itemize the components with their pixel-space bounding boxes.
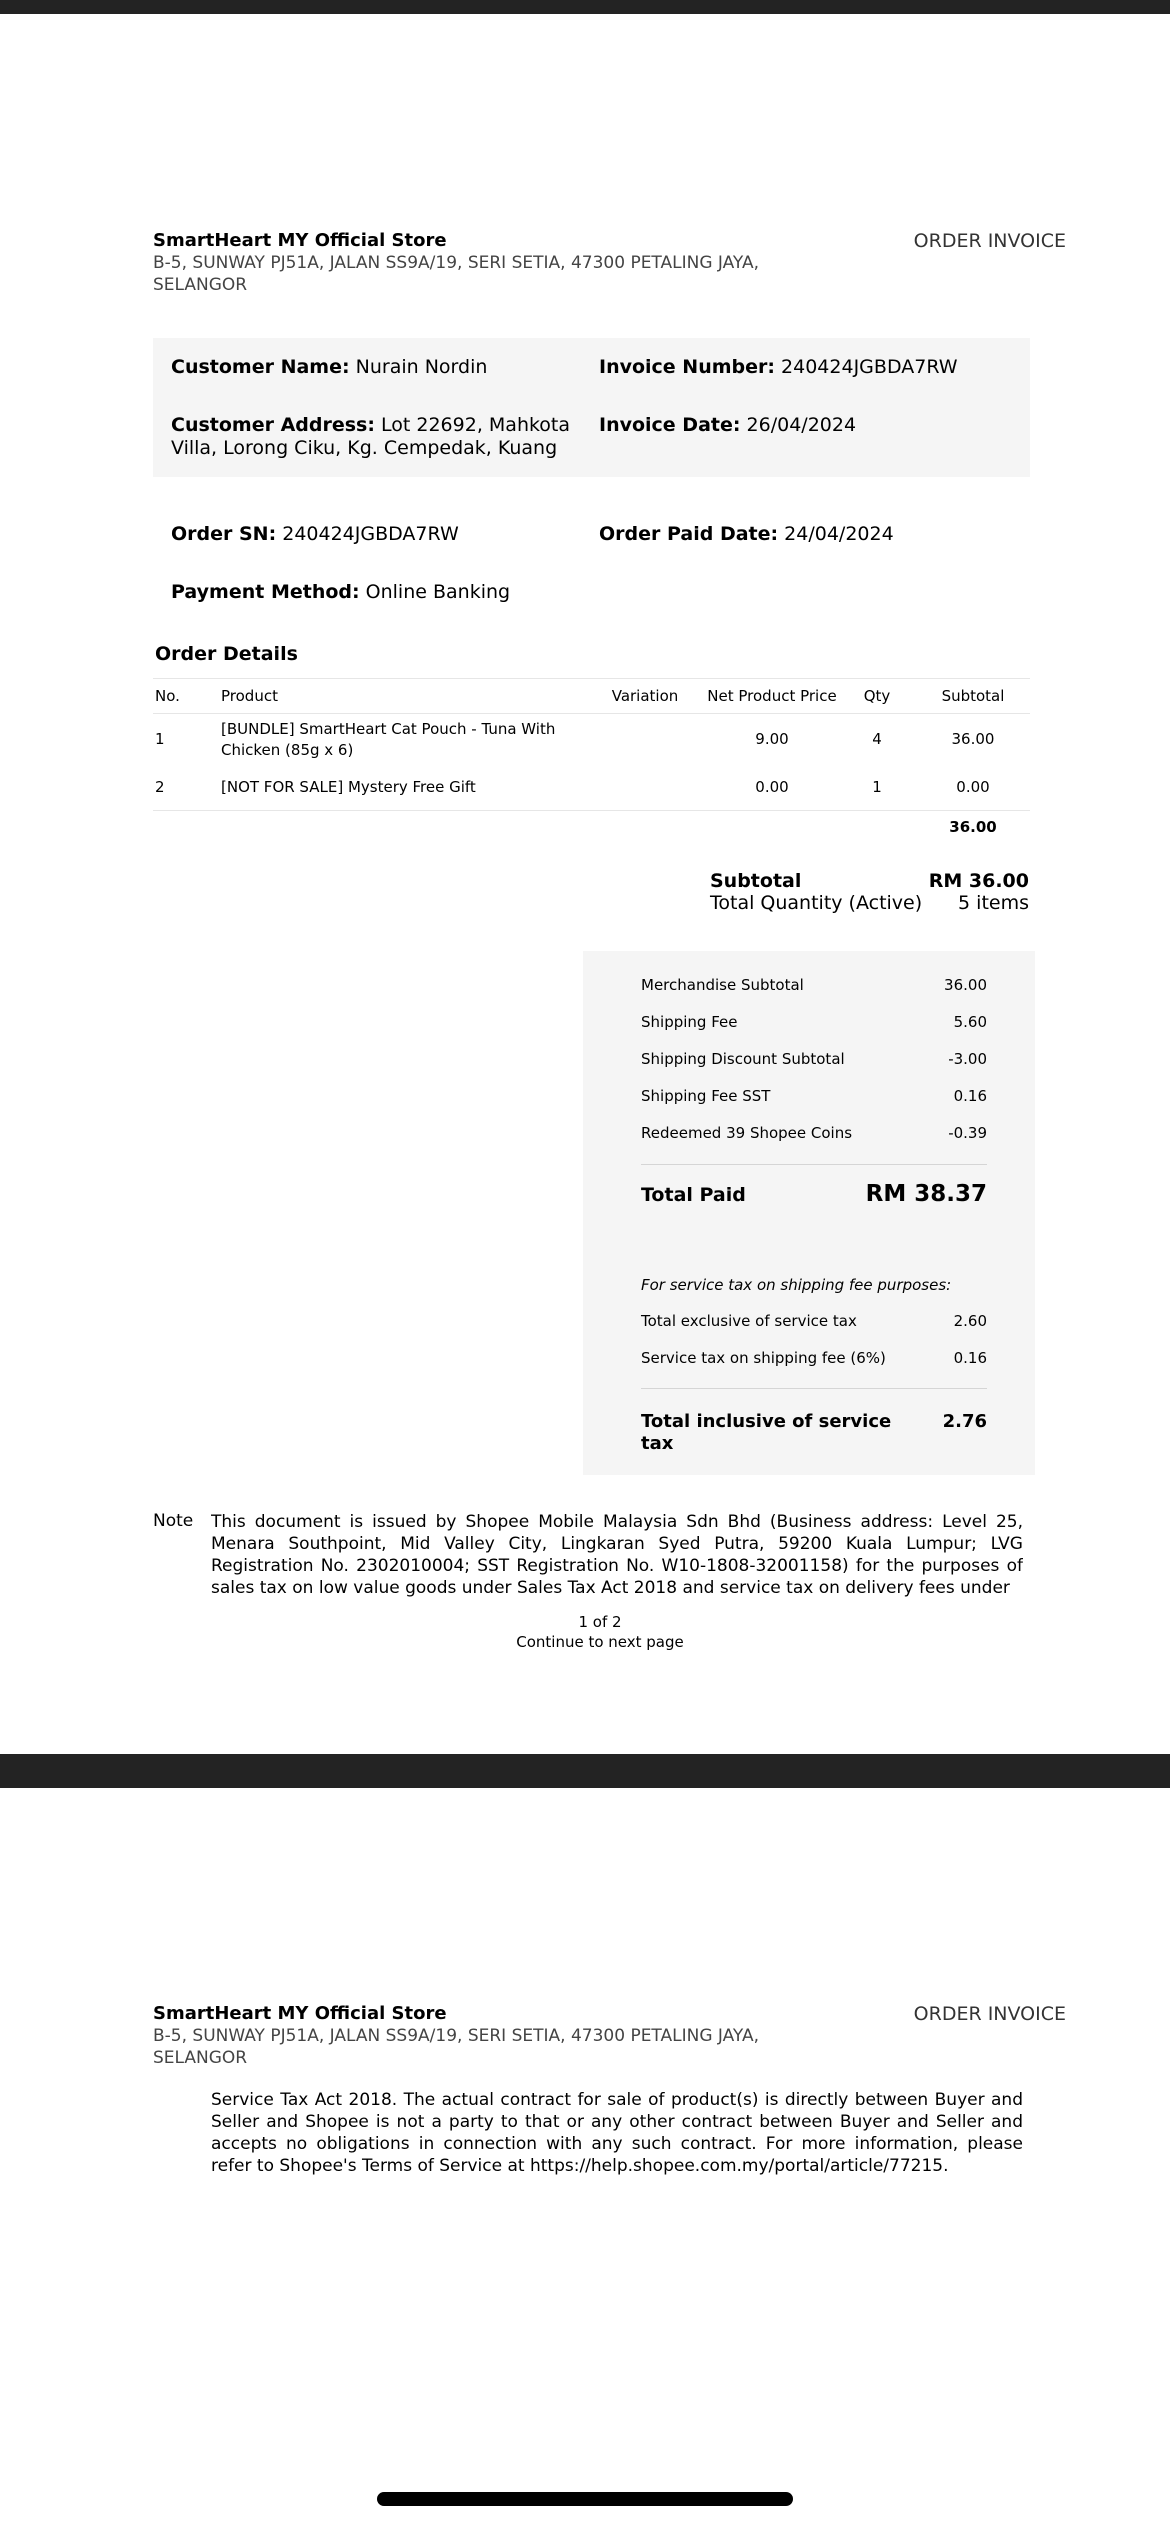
payment-method-field [171, 581, 510, 604]
top-status-bar [0, 0, 1170, 14]
row-1-subtotal: 36.00 [951, 730, 995, 748]
total-inclusive-label: Total inclusive of service tax [641, 1411, 892, 1454]
row-2-product: [NOT FOR SALE] Mystery Free Gift [221, 778, 476, 796]
merchandise-subtotal-label: Merchandise Subtotal [641, 976, 804, 994]
table-divider [153, 678, 1030, 679]
shipping-sst-label: Shipping Fee SST [641, 1087, 771, 1105]
order-paid-date-field [599, 523, 894, 546]
col-header-qty: Qty [863, 687, 891, 705]
payment-divider [641, 1388, 987, 1389]
customer-address-value: Lot 22692, Mahkota Villa, Lorong Ciku, Kg. Cempedak, Kuang [171, 414, 571, 459]
payment-method-value: Online Banking [365, 581, 511, 603]
note-text-page-1: This document is issued by Shopee Mobile Malaysia Sdn Bhd (Business address: Level 25, Menara Southpoint, Mid Valley City, Lingkaran Syed Putra, 59200 Kuala Lumpur; LVG Registration No. 2302010004; SST Registration No. W10-1808-32001158) for the purposes of sales tax on low value goods under Sales Tax Act 2018 and service tax on delivery fees under [211, 1512, 1023, 1598]
store-address-page-2: B-5, SUNWAY PJ51A, JALAN SS9A/19, SERI SETIA, 47300 PETALING JAYA, SELANGOR [153, 2026, 760, 2068]
invoice-number-field [599, 356, 1019, 379]
customer-name-value: Nurain Nordin [355, 356, 488, 378]
table-divider [153, 810, 1030, 811]
note-label: Note [153, 1511, 194, 1531]
row-2-no: 2 [155, 778, 165, 796]
total-paid-value: RM 38.37 [865, 1181, 987, 1207]
col-header-variation: Variation [611, 687, 679, 705]
subtotal-label: Subtotal [710, 870, 802, 892]
shipping-sst-value: 0.16 [953, 1087, 987, 1105]
payment-method-label: Payment Method: [171, 581, 360, 603]
store-name-page-2: SmartHeart MY Official Store [153, 2003, 447, 2024]
store-name: SmartHeart MY Official Store [153, 230, 447, 251]
table-divider [153, 713, 1030, 714]
customer-address-label: Customer Address: [171, 414, 375, 436]
service-tax-note: For service tax on shipping fee purposes: [641, 1276, 952, 1294]
service-tax-value: 0.16 [953, 1349, 987, 1367]
row-1-qty: 4 [872, 730, 882, 748]
total-quantity-label: Total Quantity (Active) [710, 892, 923, 914]
shipping-fee-value: 5.60 [953, 1013, 987, 1031]
row-2-price: 0.00 [755, 778, 789, 796]
table-total: 36.00 [949, 818, 997, 836]
service-tax-label: Service tax on shipping fee (6%) [641, 1349, 886, 1367]
order-details-title: Order Details [155, 643, 298, 665]
shopee-coins-value: -0.39 [948, 1124, 987, 1142]
row-2-subtotal: 0.00 [956, 778, 990, 796]
col-header-price: Net Product Price [707, 687, 837, 705]
shopee-coins-label: Redeemed 39 Shopee Coins [641, 1124, 853, 1142]
payment-divider [641, 1164, 987, 1165]
customer-name-label: Customer Name: [171, 356, 350, 378]
customer-address-field [171, 414, 581, 460]
customer-info-box [153, 338, 1030, 477]
total-quantity-value: 5 items [958, 892, 1029, 914]
customer-name-field [171, 356, 581, 379]
total-exclusive-label: Total exclusive of service tax [641, 1312, 857, 1330]
page-number: 1 of 2 [578, 1613, 622, 1631]
merchandise-subtotal-value: 36.00 [944, 976, 987, 994]
total-paid-label: Total Paid [641, 1184, 746, 1206]
invoice-title: ORDER INVOICE [913, 230, 1066, 252]
col-header-product: Product [221, 687, 278, 705]
total-exclusive-value: 2.60 [953, 1312, 987, 1330]
invoice-date-value: 26/04/2024 [746, 414, 857, 436]
order-paid-date-value: 24/04/2024 [784, 523, 894, 545]
total-inclusive-value: 2.76 [942, 1411, 987, 1432]
page-separator-bar [0, 1754, 1170, 1788]
shipping-discount-value: -3.00 [948, 1050, 987, 1068]
invoice-date-label: Invoice Date: [599, 414, 741, 436]
home-indicator[interactable] [377, 2492, 793, 2506]
order-sn-value: 240424JGBDA7RW [282, 523, 459, 545]
row-1-no: 1 [155, 730, 165, 748]
row-1-price: 9.00 [755, 730, 789, 748]
note-text-page-2: Service Tax Act 2018. The actual contract for sale of product(s) is directly between Buyer and Seller and Shopee is not a party to that or any other contract between Buyer and Seller and accepts no obligations in connection with any such contract. For more information, please refer to Shopee's Terms of Service at https://help.shopee.com.my/portal/article/77215. [211, 2090, 1023, 2176]
subtotal-value: RM 36.00 [928, 870, 1029, 892]
row-2-qty: 1 [872, 778, 882, 796]
shipping-discount-label: Shipping Discount Subtotal [641, 1050, 845, 1068]
col-header-no: No. [155, 687, 180, 705]
shipping-fee-label: Shipping Fee [641, 1013, 738, 1031]
continue-indicator: Continue to next page [516, 1633, 684, 1651]
invoice-number-value: 240424JGBDA7RW [781, 356, 958, 378]
order-sn-field [171, 523, 459, 546]
invoice-number-label: Invoice Number: [599, 356, 775, 378]
invoice-title-page-2: ORDER INVOICE [913, 2003, 1066, 2025]
order-sn-label: Order SN: [171, 523, 277, 545]
row-1-product: [BUNDLE] SmartHeart Cat Pouch - Tuna With Chicken (85g x 6) [221, 720, 556, 759]
col-header-subtotal: Subtotal [941, 687, 1005, 705]
payment-summary-box [583, 951, 1035, 1475]
store-address: B-5, SUNWAY PJ51A, JALAN SS9A/19, SERI SETIA, 47300 PETALING JAYA, SELANGOR [153, 253, 760, 295]
invoice-date-field [599, 414, 1019, 437]
order-paid-date-label: Order Paid Date: [599, 523, 779, 545]
